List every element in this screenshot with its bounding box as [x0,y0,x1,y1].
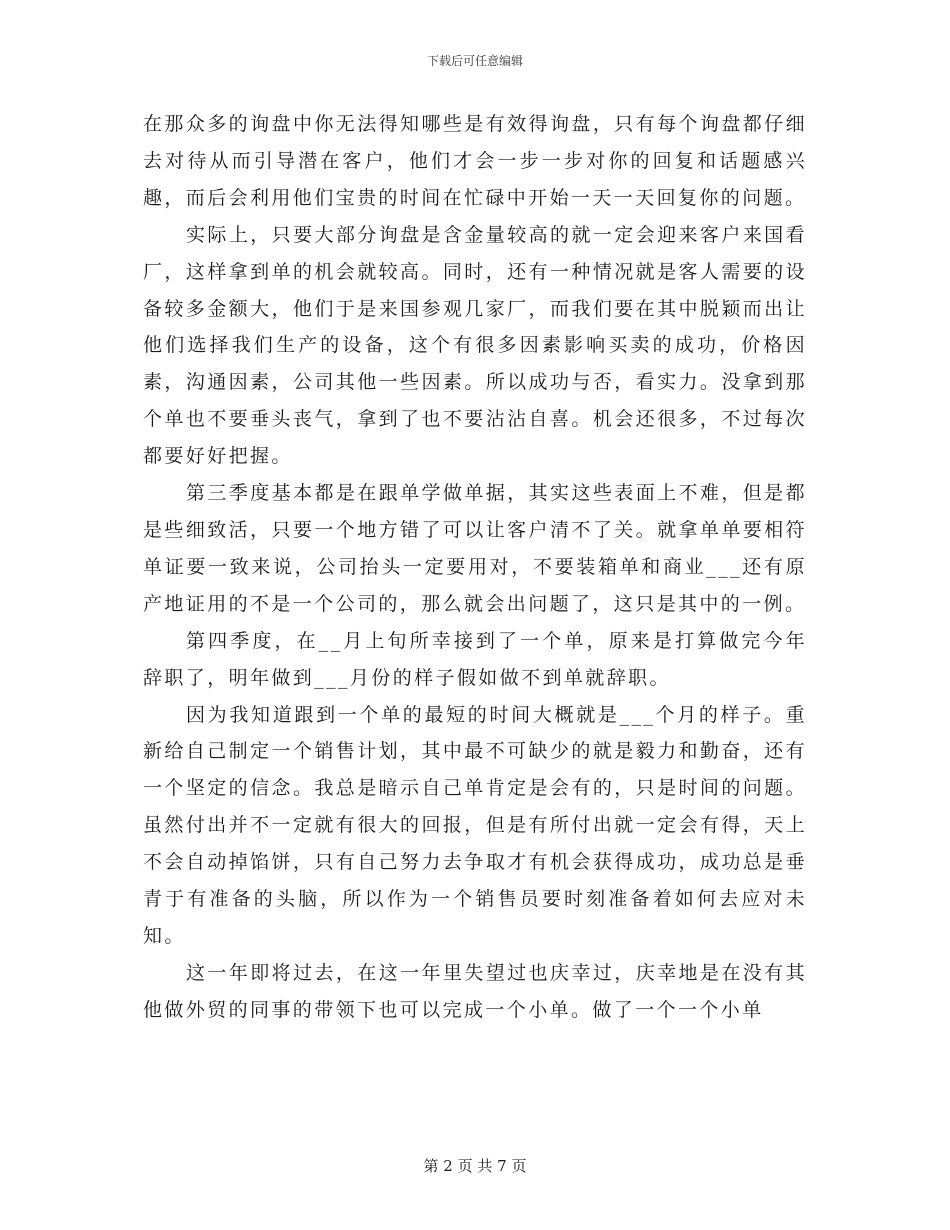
paragraph-factory-visits: 实际上，只要大部分询盘是含金量较高的就一定会迎来客户来国看厂，这样拿到单的机会就较高。同时，还有一种情况就是客人需要的设备较多金额大，他们于是来国参观几家厂，而我们要在其中脱颖而出让他们选择我们生产的设备，这个有很多因素影响买卖的成功，价格因素，沟通因素，公司其他一些因素。所以成功与否，看实力。没拿到那个单也不要垂头丧气，拿到了也不要沾沾自喜。机会还很多，不过每次都要好好把握。 [143,223,807,468]
page-header-note: 下载后可任意编辑 [426,54,523,68]
paragraph-year-review: 这一年即将过去，在这一年里失望过也庆幸过，庆幸地是在没有其他做外贸的同事的带领下也可以完成一个小单。做了一个一个小单 [143,961,807,1021]
page-number-footer: 第 2 页 共 7 页 [423,1157,527,1175]
paragraph-fourth-quarter: 第四季度，在__月上旬所幸接到了一个单，原来是打算做完今年辞职了，明年做到___月份的样子假如做不到单就辞职。 [143,629,807,689]
paragraph-third-quarter: 第三季度基本都是在跟单学做单据，其实这些表面上不难，但是都是些细致活，只要一个地方错了可以让客户清不了关。就拿单单要相符单证要一致来说，公司抬头一定要用对，不要装箱单和商业___还有原产地证用的不是一个公司的，那么就会出问题了，这只是其中的一例。 [143,482,807,615]
paragraph-sales-plan: 因为我知道跟到一个单的最短的时间大概就是___个月的样子。重新给自己制定一个销售计划，其中最不可缺少的就是毅力和勤奋，还有一个坚定的信念。我总是暗示自己单肯定是会有的，只是时间的问题。虽然付出并不一定就有很大的回报，但是有所付出就一定会有得，天上不会自动掉馅饼，只有自己努力去争取才有机会获得成功，成功总是垂青于有准备的头脑，所以作为一个销售员要时刻准备着如何去应对未知。 [143,703,807,947]
document-body [143,106,807,1029]
paragraph-inquiry-handling: 在那众多的询盘中你无法得知哪些是有效得询盘，只有每个询盘都仔细去对待从而引导潜在客户，他们才会一步一步对你的回复和话题感兴趣，而后会利用他们宝贵的时间在忙碌中开始一天一天回复你的问题。 [143,113,807,209]
